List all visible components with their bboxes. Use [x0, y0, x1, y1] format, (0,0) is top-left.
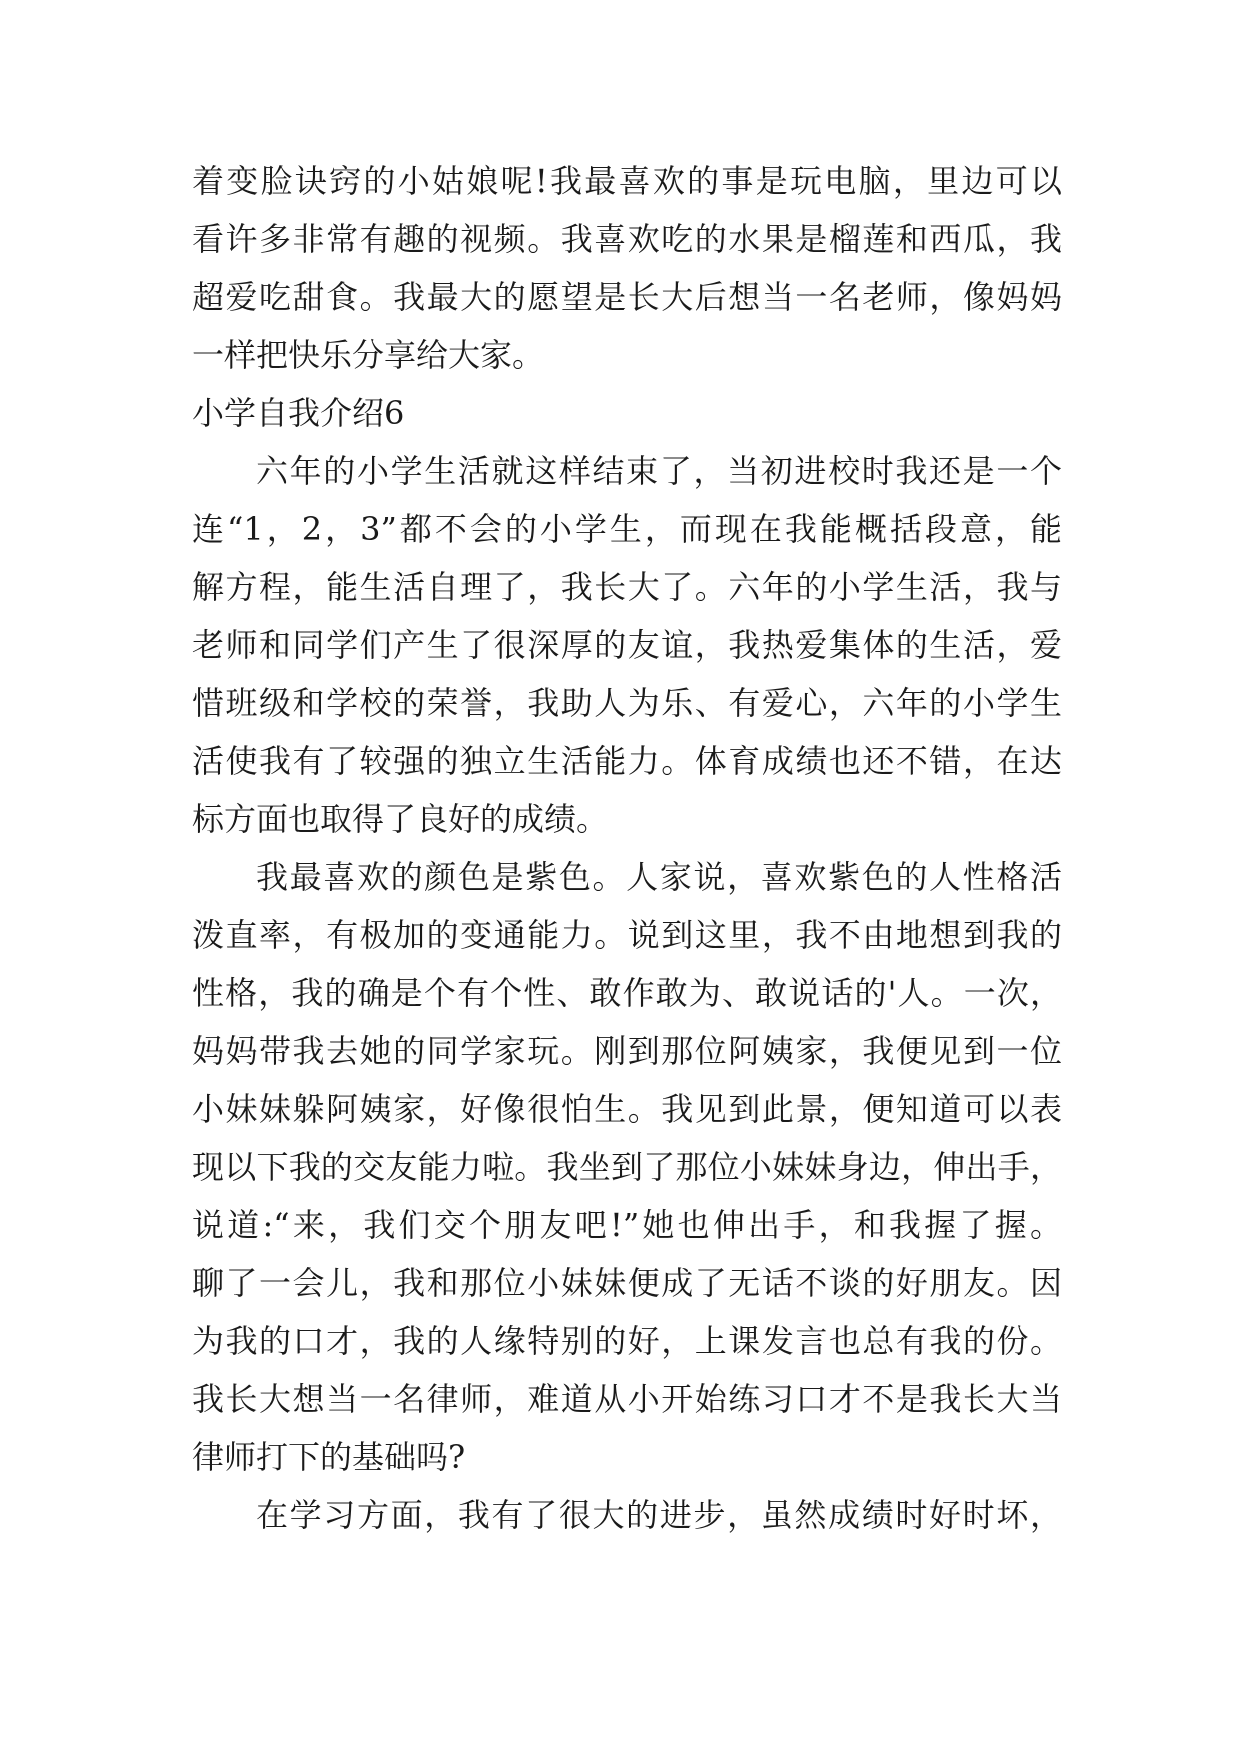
paragraph-line: 妈妈带我去她的同学家玩。刚到那位阿姨家，我便见到一位: [192, 1032, 1062, 1070]
paragraph-line: 律师打下的基础吗?: [192, 1438, 466, 1476]
paragraph-line: 为我的口才，我的人缘特别的好，上课发言也总有我的份。: [192, 1322, 1062, 1360]
paragraph-line: 惜班级和学校的荣誉，我助人为乐、有爱心，六年的小学生: [192, 684, 1062, 722]
paragraph-line: 活使我有了较强的独立生活能力。体育成绩也还不错，在达: [192, 742, 1062, 780]
paragraph-line: 现以下我的交友能力啦。我坐到了那位小妹妹身边，伸出手，: [192, 1148, 1062, 1186]
section-heading: 小学自我介绍6: [192, 394, 405, 432]
document-body: [192, 152, 1062, 1544]
paragraph-line: 标方面也取得了良好的成绩。: [192, 800, 609, 838]
paragraph-line: 在学习方面，我有了很大的进步，虽然成绩时好时坏，: [256, 1496, 1062, 1534]
paragraph-line: 小妹妹躲阿姨家，好像很怕生。我见到此景，便知道可以表: [192, 1090, 1062, 1128]
paragraph-line: 聊了一会儿，我和那位小妹妹便成了无话不谈的好朋友。因: [192, 1264, 1062, 1302]
paragraph-line: 泼直率，有极加的变通能力。说到这里，我不由地想到我的: [192, 916, 1062, 954]
paragraph-line: 我最喜欢的颜色是紫色。人家说，喜欢紫色的人性格活: [256, 858, 1062, 896]
paragraph-line: 一样把快乐分享给大家。: [192, 336, 545, 374]
paragraph-line: 性格，我的确是个有个性、敢作敢为、敢说话的'人。一次，: [192, 974, 1062, 1012]
paragraph-line: 解方程，能生活自理了，我长大了。六年的小学生活，我与: [192, 568, 1062, 606]
paragraph-line: 六年的小学生活就这样结束了，当初进校时我还是一个: [256, 452, 1062, 490]
paragraph-line: 连“1，2，3”都不会的小学生，而现在我能概括段意，能: [192, 510, 1062, 548]
paragraph-line: 看许多非常有趣的视频。我喜欢吃的水果是榴莲和西瓜，我: [192, 220, 1062, 258]
paragraph-line: 老师和同学们产生了很深厚的友谊，我热爱集体的生活，爱: [192, 626, 1062, 664]
paragraph-line: 我长大想当一名律师，难道从小开始练习口才不是我长大当: [192, 1380, 1062, 1418]
paragraph-line: 着变脸诀窍的小姑娘呢!我最喜欢的事是玩电脑，里边可以: [192, 162, 1062, 200]
paragraph-line: 说道:“来，我们交个朋友吧!”她也伸出手，和我握了握。: [192, 1206, 1062, 1244]
paragraph-line: 超爱吃甜食。我最大的愿望是长大后想当一名老师，像妈妈: [192, 278, 1062, 316]
